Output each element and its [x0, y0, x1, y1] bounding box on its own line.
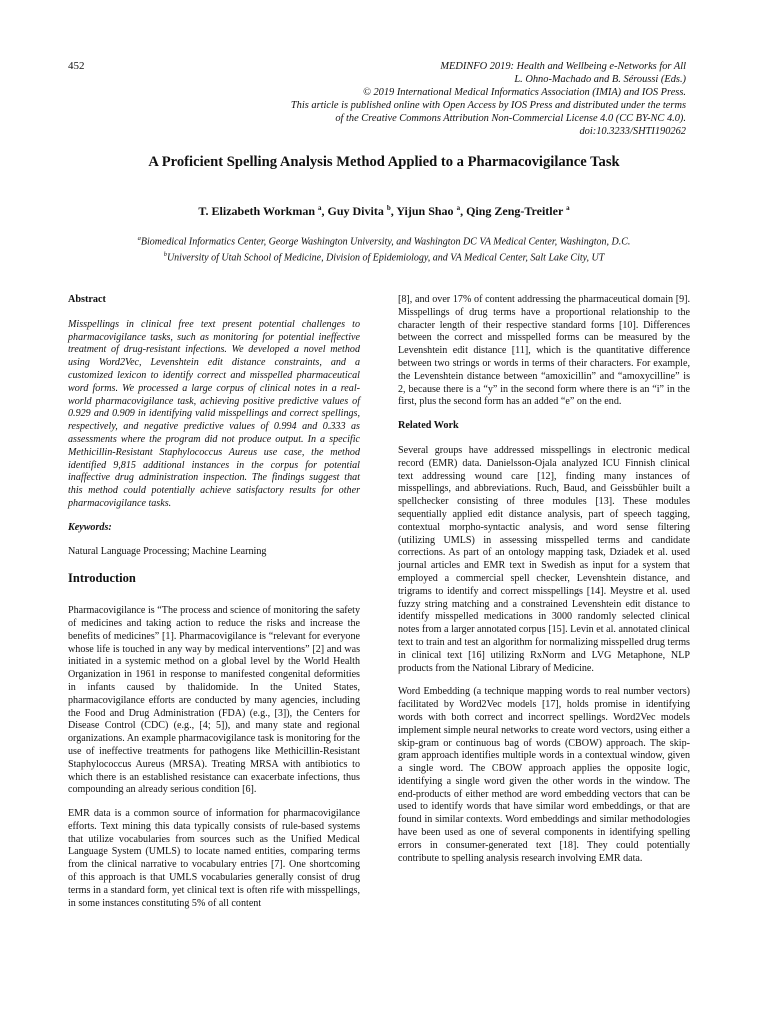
header-line: © 2019 International Medical Informatics Association (IMIA) and IOS Press.: [362, 87, 686, 99]
header-line: This article is published online with Open Access by IOS Press and distributed under the terms: [290, 100, 686, 112]
publication-header: [126, 60, 686, 139]
affiliation-line: [0, 232, 768, 248]
abstract-text: Misspellings in clinical free text present potential challenges to pharmacovigilance tasks, such as monitoring for potential ineffective treatment of drug-resistant infections. We developed a novel method using Word2Vec, Levenshtein edit distance constraints, and a customized lexicon to identify correct and misspelled pharmaceutical word forms. We processed a large corpus of clinical notes in a real-world pharmacovigilance task, achieving positive predictive values of 0.929 and 0.909 in identifying valid misspellings and correct spellings, respectively, and negative predictive values of 0.994 and 0.333 as assessments where the program did not produce output. In a specific Methicillin-Resistant Staphylococcus Aureus use case, the method identified 9,815 additional instances in the corpus for potential inaffective drug administration inspection. The findings suggest that this method could potentially achieve satisfactory results for other pharmacovigilance tasks.: [68, 318, 360, 509]
paper-title: A Proficient Spelling Analysis Method Applied to a Pharmacovigilance Task: [148, 154, 620, 170]
introduction-continuation: [8], and over 17% of content addressing the pharmaceutical domain [9]. Misspellings of drug terms have a proportional relationship to the character length of their respective standard forms [10]. Differences between the correct and misspelled forms can be measured by the Levenshtein edit distance [11], which is the quantitative difference between two strings or words in terms of their characters. For example, the Levenshtein distance between “amoxicillin” and “amoxycilline” is 2, because there is a “y” in the second form where there is an “i” in the first, plus the second form has an added “e” on the end.: [398, 294, 690, 408]
related-work-paragraph: Several groups have addressed misspellings in electronic medical record (EMR) data. Danielsson-Ojala analyzed ICU Finnish clinical text addressing wound care [12], finding many instances of misspellings, and abbreviations. Ruch, Baud, and Geissbühler built a spellchecker consisting of three modules [13]. These modules sequentially applied edit distance analysis, part of speech tagging, contextual morpho-syntactic analysis, and word sense filtering (utilizing UMLS) in assessing misspelled terms and candidate corrections. As part of an ontology mapping task, Dziadek et al. used journal articles and EMR text in Swedish as input for a system that employed a commercial spell checker, Levenshtein distance, and trigrams to identify and correct misspellings [14]. Meystre et al. used fuzzy string matching and a constrained Levenshtein edit distance to identify misspelled medications in 3000 randomly selected clinical notes from a larger annotated corpus [15]. Levin et al. annotated clinical text to train and test an algorithm for normalizing misspelled drug terms in clinical text [16] utilizing RxNorm and LVG Metaphone, NLP products from the National Library of Medicine.: [398, 444, 690, 674]
author-separator: ,: [321, 204, 328, 218]
doi-link[interactable]: doi:10.3233/SHTI190262: [579, 126, 686, 138]
author-name: Yijun Shao: [396, 204, 454, 218]
introduction-heading: Introduction: [68, 571, 136, 586]
abstract-heading: Abstract: [68, 294, 106, 305]
affiliation-mark: a: [137, 235, 141, 242]
keywords-heading: Keywords:: [68, 521, 112, 533]
page-number: 452: [68, 60, 85, 72]
author-list: [0, 204, 768, 219]
right-column: [398, 294, 690, 876]
introduction-paragraph: EMR data is a common source of information for pharmacovigilance efforts. Text mining this data typically consists of rule-based systems that utilize vocabularies from sources such as the Unified Medical Language System (UMLS) to locate named entities, comparing terms from the clinical narrative to vocabulary entries [7]. One shortcoming of this approach is that UMLS vocabularies generally consist of drug terms in a standard form, yet clinical text is often rife with misspellings, in some instances constituting 5% of all content: [68, 808, 360, 909]
author-name: T. Elizabeth Workman: [198, 204, 315, 218]
affiliation-text: University of Utah School of Medicine, Division of Epidemiology, and VA Medical Center, Salt Lake City, UT: [166, 252, 605, 264]
keywords-text: Natural Language Processing; Machine Learning: [68, 545, 267, 557]
introduction-paragraph: Pharmacovigilance is “The process and science of monitoring the safety of medicines and taking action to reduce the risks and increase the benefits of medicines” [1]. Pharmacovigilance is “relevant for everyone whose life is touched in any way by medical interventions” [2] and was initiated in a systemic method on a global level by the World Health Organization in 1961 in response to manifested congenital deformities in infants caused by thalidomide. In the United States, pharmacovigilance efforts are conducted by many agencies, including the Food and Drug Administration (FDA) (e.g., [3]), the Centers for Disease Control (CDC) (e.g., [4; 5]), and many state and regional organizations. An example pharmacovigilance task is monitoring for the use of ineffective treatments for pathogens like Methicillin-Resistant Staphylococcus Aureus (MRSA). Treating MRSA with antibiotics to which there is an established resistance can exacerbate infections, thus compounding an already serious condition [6].: [68, 605, 360, 796]
author-affiliation-mark: b: [386, 204, 391, 212]
author-separator: ,: [460, 204, 467, 218]
header-line: of the Creative Commons Attribution Non-Commercial License 4.0 (CC BY-NC 4.0).: [335, 113, 686, 125]
header-line: MEDINFO 2019: Health and Wellbeing e-Networks for All: [440, 61, 686, 72]
affiliations: [0, 232, 768, 265]
author-name: Qing Zeng-Treitler: [466, 204, 564, 218]
author-affiliation-mark: a: [566, 204, 570, 212]
author-affiliation-mark: a: [456, 204, 461, 212]
related-work-heading: Related Work: [398, 420, 459, 432]
affiliation-mark: b: [163, 251, 167, 259]
related-work-paragraph: Word Embedding (a technique mapping words to real number vectors) facilitated by Word2Vec models [17], holds promise in identifying words with both correct and incorrect spellings. Word2Vec models implement simple neural networks to create word vectors, using either a skip-gram or continuous bag of words (CBOW) approach. The skip-gram approach identifies multiple words in a contextual window, given a single word. The CBOW approach applies the opposite logic, identifying a single word given the other words in the window. The end-products of either method are word embedding vectors that can be used to identify words that have similar word embeddings, or that are found in similar contexts. Word embeddings and similar methodologies have been used as one of several components in identifying spelling errors in consumer-generated text [18]. They could potentially contribute to spelling analysis research involving EMR data.: [398, 686, 690, 864]
author-separator: ,: [390, 204, 397, 218]
header-line: L. Ohno-Machado and B. Séroussi (Eds.): [514, 74, 686, 86]
author-affiliation-mark: a: [318, 204, 322, 212]
author-name: Guy Divita: [327, 204, 384, 218]
left-column: [68, 294, 360, 921]
affiliation-line: [0, 248, 768, 264]
affiliation-text: Biomedical Informatics Center, George Washington University, and Washington DC VA Medical Center, Washington, D.C.: [140, 236, 631, 248]
